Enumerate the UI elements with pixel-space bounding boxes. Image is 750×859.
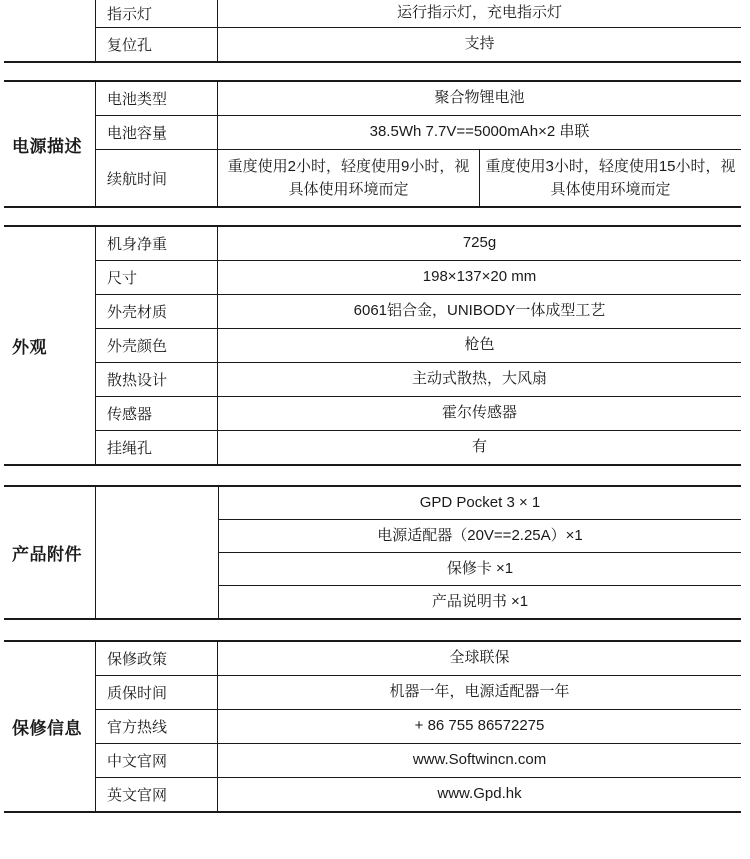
table-row <box>96 261 741 295</box>
table-row <box>219 487 741 520</box>
row-label: 官方热线 <box>96 710 218 743</box>
row-value: 保修卡 ×1 <box>446 559 514 577</box>
row-label: 传感器 <box>96 397 218 430</box>
row-value: 机器一年，电源适配器一年 <box>389 683 570 701</box>
row-label: 外壳颜色 <box>96 329 218 362</box>
table-row <box>96 227 741 261</box>
table-row <box>96 82 741 116</box>
section-category-label: 产品附件 <box>4 487 96 618</box>
row-value-split <box>218 150 741 206</box>
row-value-hotline: + 86 755 86572275 <box>414 717 545 735</box>
row-value: 有 <box>471 438 487 456</box>
table-row <box>96 28 741 61</box>
row-value-heavy-light-usage: 重度使用3小时，轻度使用15小时，视具体使用环境而定 <box>485 157 736 198</box>
row-label: 散热设计 <box>96 363 218 396</box>
row-label: 电池容量 <box>96 116 218 149</box>
section-category-label: 外观 <box>4 227 96 464</box>
row-value: 主动式散热，大风扇 <box>411 370 547 388</box>
row-label: 指示灯 <box>96 0 218 27</box>
table-row <box>219 553 741 586</box>
table-row <box>96 0 741 28</box>
row-value: 聚合物锂电池 <box>434 89 525 107</box>
table-row <box>96 116 741 150</box>
row-value: GPD Pocket 3 × 1 <box>419 493 541 511</box>
section-rows <box>96 82 741 206</box>
table-row <box>96 329 741 363</box>
section-category-label: 电源描述 <box>4 82 96 206</box>
row-label: 电池类型 <box>96 82 218 115</box>
row-label: 复位孔 <box>96 28 218 61</box>
row-value: 6061铝合金，UNIBODY一体成型工艺 <box>353 302 606 320</box>
section-rows <box>96 0 741 61</box>
section-rows <box>96 642 741 811</box>
row-label: 保修政策 <box>96 642 218 675</box>
row-value: 霍尔传感器 <box>441 404 517 422</box>
table-row <box>219 520 741 553</box>
row-label: 挂绳孔 <box>96 431 218 464</box>
row-value: 198×137×20 mm <box>422 268 537 286</box>
row-label: 外壳材质 <box>96 295 218 328</box>
row-label: 续航时间 <box>96 150 218 206</box>
row-label: 英文官网 <box>96 778 218 811</box>
row-value-heavy-light-usage: 重度使用2小时，轻度使用9小时，视具体使用环境而定 <box>218 150 480 206</box>
table-row <box>96 778 741 811</box>
table-row <box>96 150 741 206</box>
row-value-cn-website: www.Softwincn.com <box>412 751 547 769</box>
row-label: 机身净重 <box>96 227 218 260</box>
table-row <box>96 431 741 464</box>
table-row <box>96 710 741 744</box>
section-category-label <box>4 0 96 61</box>
table-row <box>96 744 741 778</box>
table-row <box>96 363 741 397</box>
row-value: 支持 <box>464 35 495 53</box>
row-value: 枪色 <box>464 336 495 354</box>
row-value: 电源适配器（20V==2.25A）×1 <box>377 526 583 544</box>
row-value-en-website: www.Gpd.hk <box>437 785 522 803</box>
row-value: 38.5Wh 7.7V==5000mAh×2 串联 <box>369 123 590 141</box>
section-rows <box>219 487 741 618</box>
section-category-label: 保修信息 <box>4 642 96 811</box>
table-row <box>96 642 741 676</box>
table-row <box>96 295 741 329</box>
row-value: 运行指示灯，充电指示灯 <box>396 4 562 22</box>
row-label: 中文官网 <box>96 744 218 777</box>
row-label: 质保时间 <box>96 676 218 709</box>
spec-section-appearance <box>4 225 741 466</box>
row-value: 全球联保 <box>449 649 510 667</box>
product-spec-table <box>4 0 741 813</box>
section-rows <box>96 227 741 464</box>
table-row <box>96 676 741 710</box>
row-label: 尺寸 <box>96 261 218 294</box>
spec-section-warranty <box>4 640 741 813</box>
row-value: 725g <box>462 234 497 252</box>
spec-section-indicators <box>4 0 741 63</box>
table-row <box>96 397 741 431</box>
row-value: 产品说明书 ×1 <box>431 592 529 610</box>
spec-section-power <box>4 80 741 208</box>
spec-section-accessories <box>4 485 741 620</box>
empty-label-column <box>96 487 219 618</box>
table-row <box>219 586 741 618</box>
